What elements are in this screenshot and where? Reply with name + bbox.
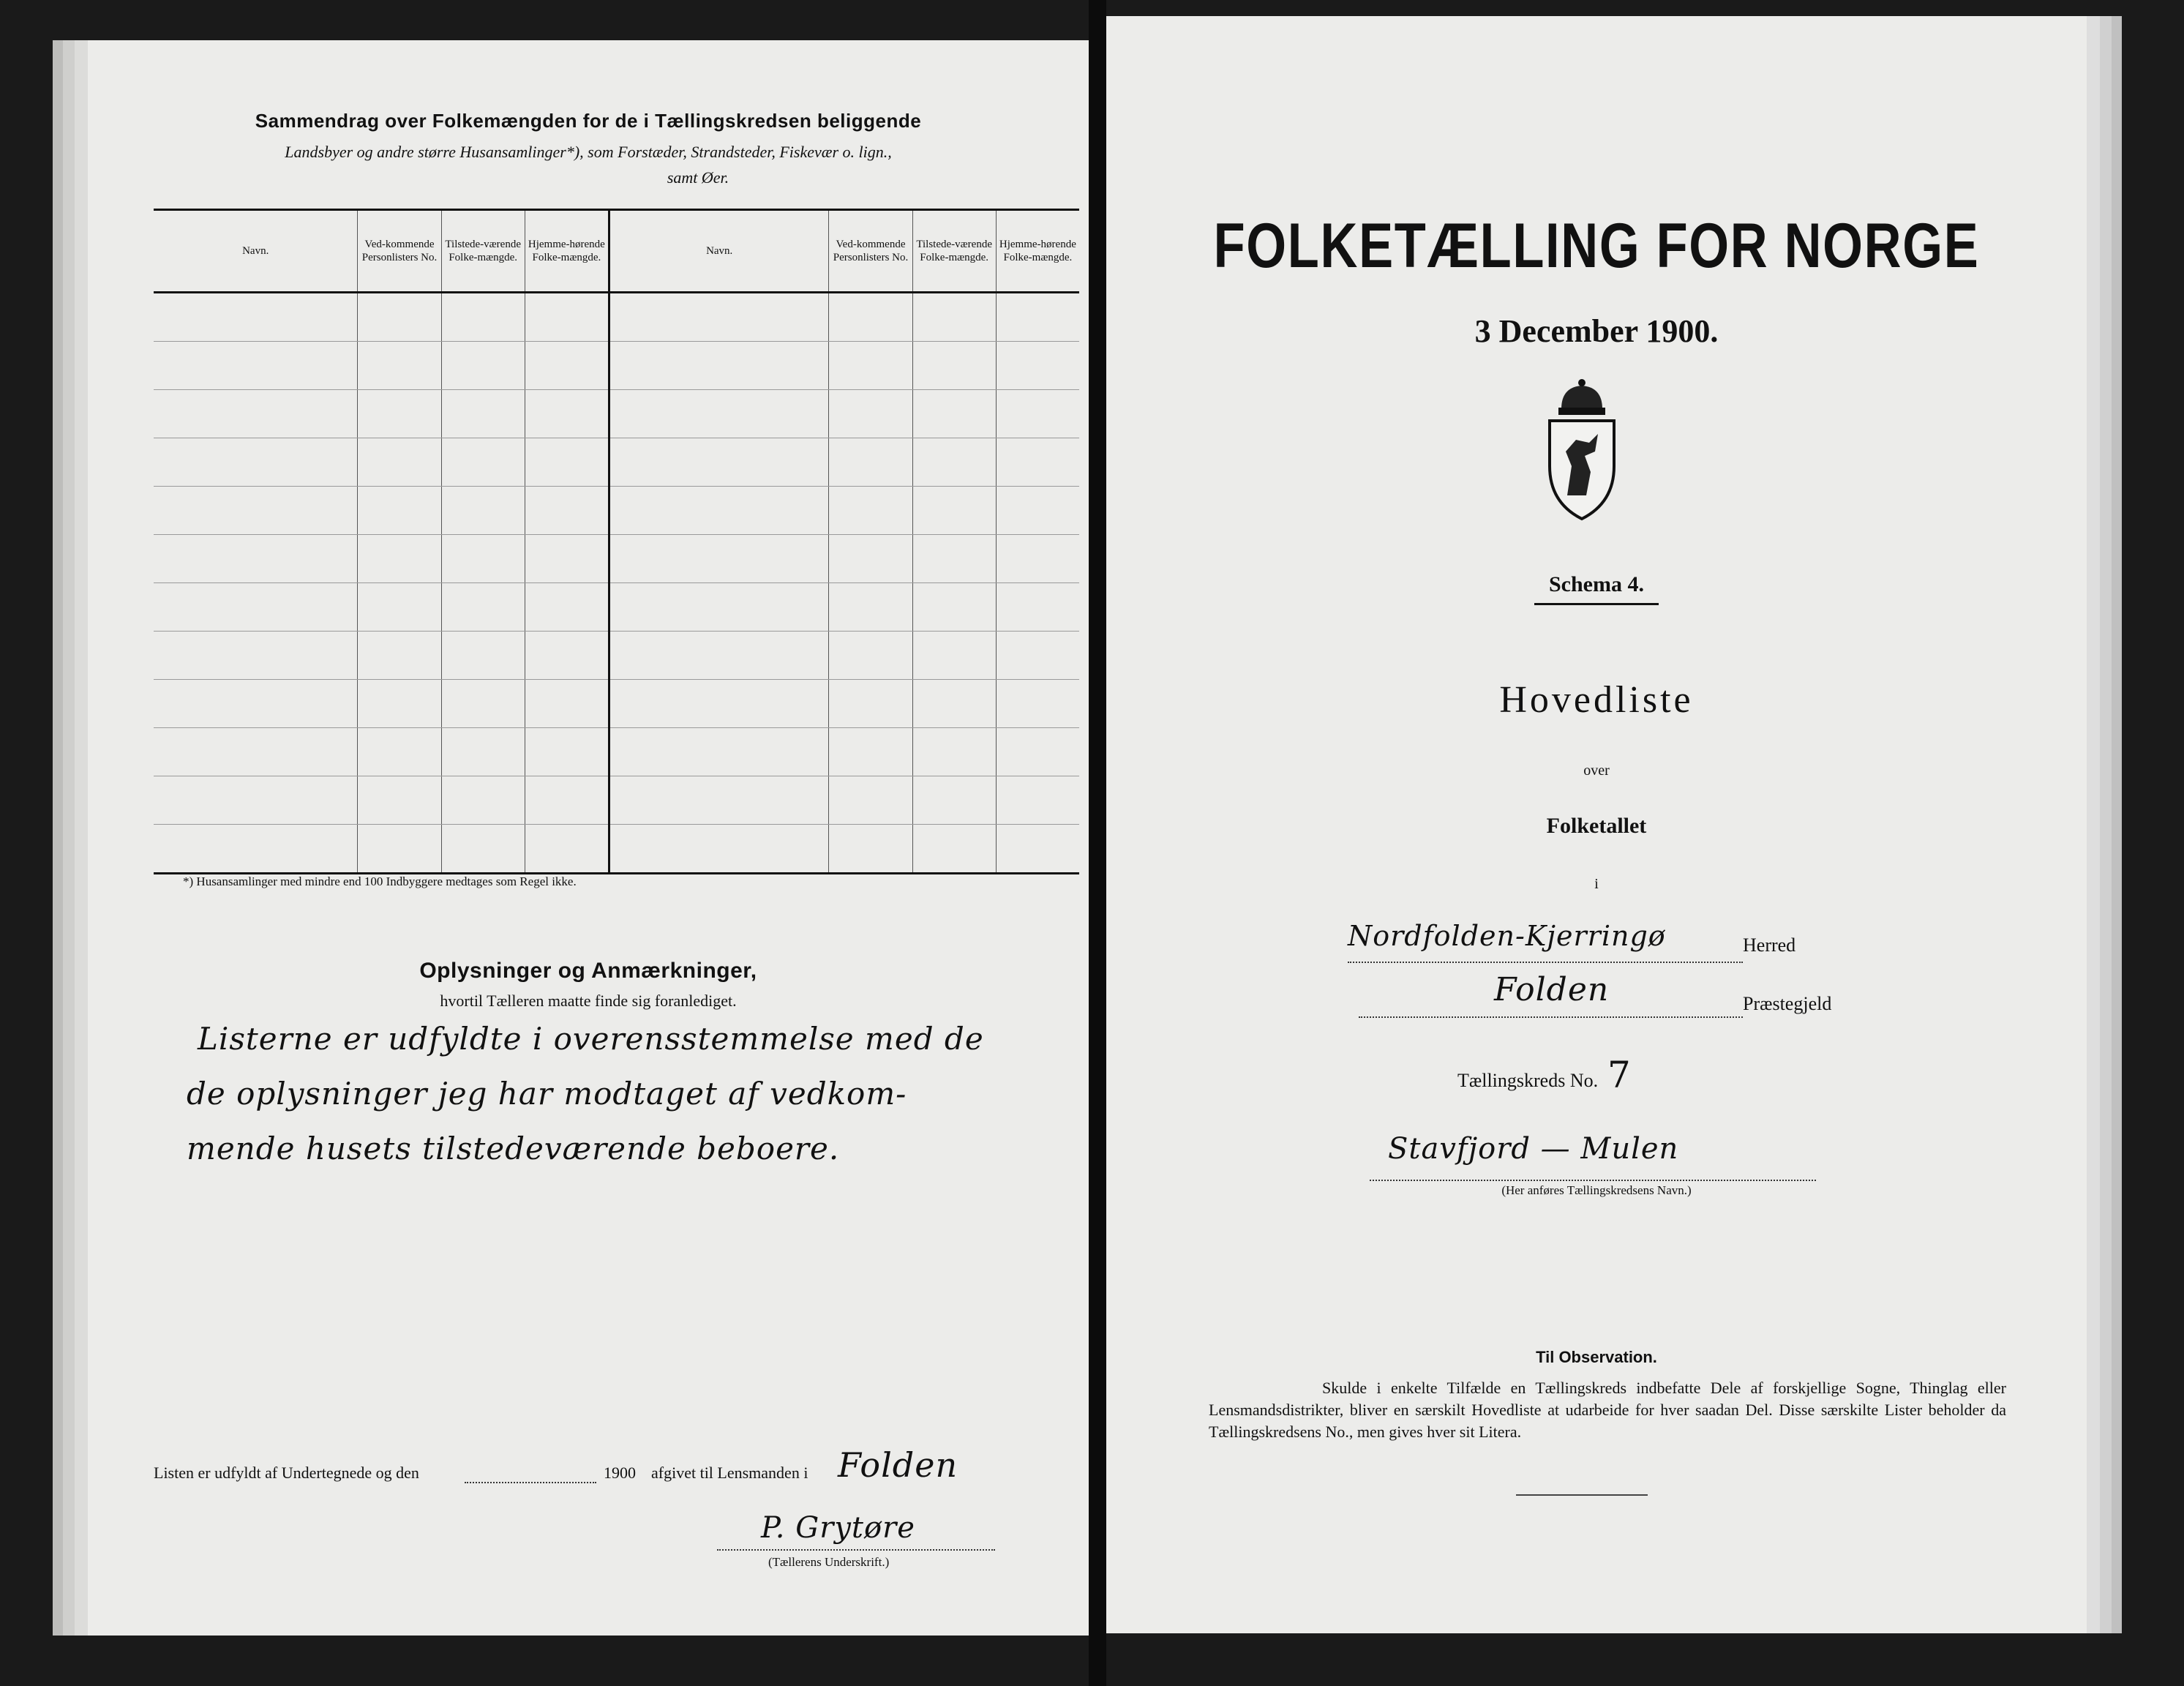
table-cell	[525, 583, 609, 632]
table-cell	[609, 825, 828, 874]
footnote: *) Husansamlinger med mindre end 100 Indbyggere medtages som Regel ikke.	[183, 874, 577, 888]
table-cell	[525, 487, 609, 535]
table-cell	[154, 680, 358, 728]
table-cell	[358, 535, 441, 583]
table-cell	[525, 535, 609, 583]
table-cell	[609, 583, 828, 632]
herred-label: Herred	[1743, 934, 1796, 956]
table-cell	[358, 632, 441, 680]
hovedliste-title: Hovedliste	[1499, 679, 1694, 721]
signature-text: Listen er udfyldt af Undertegnede og den	[154, 1464, 419, 1482]
kreds-label: Tællingskreds No.	[1457, 1070, 1599, 1091]
table-cell	[441, 680, 525, 728]
table-cell	[829, 825, 912, 874]
table-cell	[912, 487, 996, 535]
table-cell	[829, 728, 912, 776]
table-cell	[609, 632, 828, 680]
table-cell	[525, 342, 609, 390]
table-cell	[154, 776, 358, 825]
table-cell	[912, 535, 996, 583]
table-cell	[609, 342, 828, 390]
summary-subheading: Landsbyer og andre større Husansamlinger*), som Forstæder, Strandsteder, Fiskevær o. lign.,	[285, 143, 892, 161]
table-cell	[912, 728, 996, 776]
table-cell	[441, 535, 525, 583]
table-cell	[358, 390, 441, 438]
table-cell	[525, 293, 609, 342]
table-cell	[154, 342, 358, 390]
praestegjeld-value: Folden	[1494, 971, 1610, 1008]
table-header-row	[154, 210, 1079, 293]
remarks-subtitle: hvortil Tælleren maatte finde sig foranlediget.	[440, 992, 737, 1010]
table-cell	[829, 776, 912, 825]
table-cell	[996, 438, 1079, 487]
col-navn: Navn.	[154, 210, 358, 293]
table-cell	[609, 776, 828, 825]
table-cell	[609, 438, 828, 487]
schema-underline	[1534, 603, 1659, 605]
signature-text-2: afgivet til Lensmanden i	[651, 1464, 808, 1482]
table-cell	[525, 632, 609, 680]
table-cell	[609, 487, 828, 535]
table-cell	[912, 825, 996, 874]
observation-rule	[1516, 1494, 1648, 1496]
table-cell	[358, 438, 441, 487]
table-cell	[996, 776, 1079, 825]
over-label: over	[1583, 763, 1610, 779]
table-cell	[441, 293, 525, 342]
table-cell	[609, 293, 828, 342]
remarks-line-3: mende husets tilstedeværende beboere.	[187, 1131, 840, 1166]
table-cell	[441, 776, 525, 825]
signature-caption: (Tællerens Underskrift.)	[768, 1555, 890, 1569]
table-cell	[829, 583, 912, 632]
kreds-name: Stavfjord — Mulen	[1388, 1132, 1679, 1166]
col-personlister-2: Ved-kommende Personlisters No.	[829, 210, 912, 293]
table-cell	[609, 728, 828, 776]
signature-place: Folden	[838, 1445, 958, 1485]
herred-line	[1348, 960, 1743, 963]
table-cell	[996, 342, 1079, 390]
table-cell	[912, 342, 996, 390]
left-page	[88, 40, 1089, 1636]
table-cell	[154, 728, 358, 776]
table-row	[154, 342, 1079, 390]
table-cell	[829, 438, 912, 487]
table-cell	[996, 535, 1079, 583]
table-cell	[358, 342, 441, 390]
table-cell	[829, 632, 912, 680]
signature-name: P. Grytøre	[761, 1511, 915, 1545]
table-cell	[154, 293, 358, 342]
table-cell	[996, 825, 1079, 874]
book-gutter	[1089, 0, 1106, 1686]
table-cell	[441, 825, 525, 874]
table-cell	[358, 776, 441, 825]
kreds-value: 7	[1607, 1054, 1632, 1096]
table-cell	[996, 583, 1079, 632]
table-cell	[912, 293, 996, 342]
table-cell	[154, 535, 358, 583]
table-cell	[358, 825, 441, 874]
census-title: FOLKETÆLLING FOR NORGE	[1213, 211, 1980, 281]
table-cell	[996, 680, 1079, 728]
table-cell	[441, 632, 525, 680]
observation-text: Skulde i enkelte Tilfælde en Tællingskreds indbefatte Dele af forskjellige Sogne, Thinglag eller Lensmandsdistrikter, bliver en særskilt Hovedliste at udarbeide for hver saadan Del. Disse særskilte Lister beholder da Tællingskredsens No., men gives hver sit Litera.	[1209, 1379, 2006, 1441]
table-cell	[996, 487, 1079, 535]
table-cell	[358, 293, 441, 342]
coat-of-arms-icon	[1538, 378, 1626, 525]
summary-subheading-2: samt Øer.	[667, 168, 729, 187]
praestegjeld-label: Præstegjeld	[1743, 993, 1832, 1014]
table-cell	[358, 728, 441, 776]
table-cell	[996, 728, 1079, 776]
table-cell	[154, 825, 358, 874]
table-cell	[441, 438, 525, 487]
table-cell	[609, 680, 828, 728]
table-cell	[525, 728, 609, 776]
table-cell	[441, 728, 525, 776]
kreds-caption: (Her anføres Tællingskredsens Navn.)	[1501, 1183, 1692, 1197]
signature-year: 1900	[604, 1464, 636, 1482]
col-navn-2: Navn.	[609, 210, 828, 293]
remarks-title: Oplysninger og Anmærkninger,	[419, 959, 757, 983]
table-cell	[525, 390, 609, 438]
table-cell	[441, 583, 525, 632]
table-cell	[829, 342, 912, 390]
table-cell	[912, 438, 996, 487]
table-cell	[996, 632, 1079, 680]
table-row	[154, 583, 1079, 632]
remarks-line-2: de oplysninger jeg har modtaget af vedkom-	[187, 1076, 907, 1112]
table-row	[154, 825, 1079, 874]
table-cell	[525, 680, 609, 728]
table-row	[154, 535, 1079, 583]
schema-label: Schema 4.	[1549, 572, 1644, 596]
signature-date-line	[465, 1480, 596, 1483]
table-row	[154, 680, 1079, 728]
kreds-name-line	[1370, 1178, 1816, 1181]
herred-value: Nordfolden-Kjerringø	[1348, 920, 1666, 952]
summary-heading: Sammendrag over Folkemængden for de i Tællingskredsen beliggende	[255, 110, 922, 132]
table-cell	[912, 583, 996, 632]
table-cell	[441, 342, 525, 390]
right-page	[1106, 16, 2087, 1633]
table-row	[154, 438, 1079, 487]
i-label: i	[1594, 876, 1599, 892]
census-date: 3 December 1900.	[1474, 313, 1719, 349]
col-tilstedevaerende-2: Tilstede-værende Folke-mængde.	[912, 210, 996, 293]
table-cell	[525, 776, 609, 825]
table-cell	[441, 390, 525, 438]
table-cell	[154, 438, 358, 487]
table-cell	[525, 438, 609, 487]
remarks-line-1: Listerne er udfyldte i overensstemmelse med de	[198, 1021, 984, 1057]
table-row	[154, 487, 1079, 535]
table-cell	[829, 293, 912, 342]
table-cell	[829, 680, 912, 728]
table-cell	[912, 632, 996, 680]
praestegjeld-line	[1359, 1015, 1743, 1018]
table-cell	[358, 487, 441, 535]
table-row	[154, 632, 1079, 680]
table-cell	[441, 487, 525, 535]
table-cell	[525, 825, 609, 874]
table-row	[154, 390, 1079, 438]
population-table	[154, 209, 1079, 874]
table-row	[154, 776, 1079, 825]
table-cell	[154, 583, 358, 632]
table-cell	[996, 390, 1079, 438]
table-row	[154, 293, 1079, 342]
table-cell	[358, 583, 441, 632]
folketallet-label: Folketallet	[1546, 814, 1647, 838]
table-cell	[154, 487, 358, 535]
table-cell	[829, 390, 912, 438]
table-cell	[912, 776, 996, 825]
table-cell	[358, 680, 441, 728]
col-tilstedevaerende: Tilstede-værende Folke-mængde.	[441, 210, 525, 293]
table-cell	[829, 487, 912, 535]
table-cell	[829, 535, 912, 583]
table-cell	[912, 680, 996, 728]
table-cell	[154, 390, 358, 438]
col-hjemmehorende: Hjemme-hørende Folke-mængde.	[525, 210, 609, 293]
signature-line	[717, 1548, 995, 1551]
observation-title: Til Observation.	[1536, 1348, 1657, 1366]
col-hjemmehorende-2: Hjemme-hørende Folke-mængde.	[996, 210, 1079, 293]
table-cell	[912, 390, 996, 438]
table-cell	[609, 535, 828, 583]
table-cell	[609, 390, 828, 438]
table-row	[154, 728, 1079, 776]
col-personlister: Ved-kommende Personlisters No.	[358, 210, 441, 293]
table-cell	[154, 632, 358, 680]
table-cell	[996, 293, 1079, 342]
